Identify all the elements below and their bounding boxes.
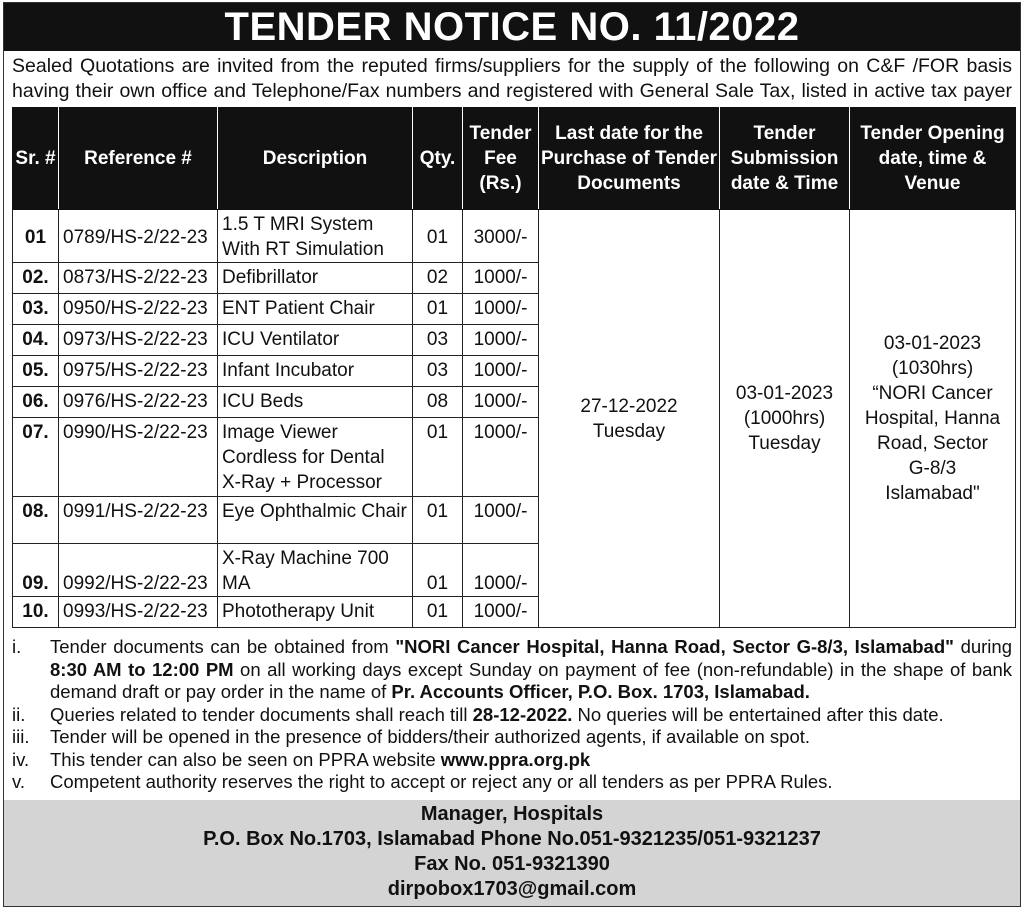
row-fee: 1000/- — [463, 263, 539, 294]
note-text — [50, 726, 1012, 749]
row-description: Phototherapy Unit — [218, 597, 413, 628]
row-sr: 02. — [13, 263, 59, 294]
row-description: Defibrillator — [218, 263, 413, 294]
note-text — [50, 704, 1012, 727]
note-part: Tender will be opened in the presence of bidders/their authorized agents, if available on spot. — [50, 726, 811, 747]
row-qty: 01 — [413, 210, 463, 263]
row-fee: 1000/- — [463, 294, 539, 325]
row-description: ICU Beds — [218, 387, 413, 418]
row-description: X-Ray Machine 700 MA — [218, 544, 413, 597]
row-reference: 0789/HS-2/22-23 — [59, 210, 218, 263]
row-qty: 01 — [413, 497, 463, 544]
notice-title: TENDER NOTICE NO. 11/2022 — [4, 3, 1020, 51]
row-reference: 0976/HS-2/22-23 — [59, 387, 218, 418]
row-qty: 01 — [413, 294, 463, 325]
header-qty: Qty. — [413, 108, 463, 210]
intro-text: Sealed Quotations are invited from the reputed firms/suppliers for the supply of the following on C&F /FOR basis having their own office and Telephone/Fax numbers and registered with General Sale Tax, listed in active tax payer list:- — [12, 55, 1012, 127]
row-description: Image Viewer Cordless for Dental X-Ray + Processor — [218, 418, 413, 497]
row-qty: 03 — [413, 356, 463, 387]
row-reference: 0975/HS-2/22-23 — [59, 356, 218, 387]
row-sr: 01 — [13, 210, 59, 263]
note-part: No queries will be entertained after this date. — [572, 703, 944, 725]
row-sr: 09. — [13, 544, 59, 597]
header-description: Description — [218, 108, 413, 210]
header-opening: Tender Opening date, time & Venue — [850, 108, 1016, 210]
row-sr: 05. — [13, 356, 59, 387]
header-sr: Sr. # — [13, 108, 59, 210]
footer-fax: Fax No. 051-9321390 — [414, 853, 610, 875]
row-reference: 0950/HS-2/22-23 — [59, 294, 218, 325]
tender-table — [12, 107, 1016, 628]
opening-date: 03-01-2023 — [883, 333, 982, 354]
last-date-date: 27-12-2022 — [580, 395, 678, 417]
row-fee: 1000/- — [463, 387, 539, 418]
last-date-day: Tuesday — [592, 420, 666, 442]
opening-venue: “NORI Cancer — [872, 383, 993, 404]
row-description: ICU Ventilator — [218, 325, 413, 356]
submission-time: (1000hrs) — [743, 408, 826, 429]
row-description: 1.5 T MRI System With RT Simulation — [218, 210, 413, 263]
tender-notice — [3, 2, 1021, 907]
submission-cell — [720, 210, 850, 628]
note-marker: iv. — [12, 748, 30, 770]
row-sr: 10. — [13, 597, 59, 628]
note-part: Tender documents can be obtained from — [50, 636, 396, 657]
row-fee: 1000/- — [463, 597, 539, 628]
list-item — [12, 749, 1012, 772]
note-part: Competent authority reserves the right to accept or reject any or all tenders as per PPRA Rules. — [50, 771, 833, 792]
ppra-link: www.ppra.org.pk — [440, 748, 591, 770]
note-part: Queries related to tender documents shall reach till — [50, 703, 473, 725]
terms-list — [4, 636, 1020, 794]
row-fee: 1000/- — [463, 356, 539, 387]
row-sr: 07. — [13, 418, 59, 497]
note-marker: i. — [12, 636, 22, 657]
submission-date: 03-01-2023 — [735, 383, 834, 404]
row-reference: 0991/HS-2/22-23 — [59, 497, 218, 544]
row-sr: 08. — [13, 497, 59, 544]
note-part-bold: 28-12-2022. — [472, 703, 573, 725]
list-item — [12, 726, 1012, 749]
row-qty: 03 — [413, 325, 463, 356]
row-qty: 02 — [413, 263, 463, 294]
opening-venue: Islamabad" — [885, 483, 980, 504]
note-part: This tender can also be seen on PPRA website — [50, 748, 441, 770]
table-header-row — [13, 108, 1016, 210]
contact-footer — [4, 800, 1020, 906]
note-marker: v. — [12, 771, 26, 792]
note-text — [50, 771, 1012, 794]
note-part-bold: Pr. Accounts Officer, P.O. Box. 1703, Islamabad. — [391, 681, 810, 702]
row-qty: 01 — [413, 597, 463, 628]
note-text — [50, 636, 1012, 704]
opening-time: (1030hrs) — [891, 358, 974, 379]
row-fee: 3000/- — [463, 210, 539, 263]
row-reference: 0993/HS-2/22-23 — [59, 597, 218, 628]
row-description: Eye Ophthalmic Chair — [218, 497, 413, 544]
footer-email: dirpobox1703@gmail.com — [387, 878, 637, 900]
opening-cell — [850, 210, 1016, 628]
last-date-cell — [539, 210, 720, 628]
row-sr: 06. — [13, 387, 59, 418]
header-submission: Tender Submission date & Time — [720, 108, 850, 210]
row-sr: 04. — [13, 325, 59, 356]
row-qty: 01 — [413, 544, 463, 597]
note-marker: ii. — [12, 703, 26, 725]
row-fee: 1000/- — [463, 497, 539, 544]
row-qty: 01 — [413, 418, 463, 497]
list-item — [12, 636, 1012, 704]
row-fee: 1000/- — [463, 325, 539, 356]
row-description: Infant Incubator — [218, 356, 413, 387]
row-fee: 1000/- — [463, 418, 539, 497]
note-part: during — [953, 636, 1012, 657]
opening-venue: Hospital, Hanna — [864, 408, 1001, 429]
note-text — [50, 749, 1012, 772]
opening-venue: Road, Sector — [877, 433, 988, 454]
header-reference: Reference # — [59, 108, 218, 210]
row-qty: 08 — [413, 387, 463, 418]
list-item — [12, 704, 1012, 727]
note-part: on all working days except Sunday on payment of fee (non-refundable) in the shape of bank demand draft or pay order in the name of — [50, 658, 1012, 702]
row-fee: 1000/- — [463, 544, 539, 597]
footer-office: Manager, Hospitals — [420, 803, 604, 825]
row-reference: 0973/HS-2/22-23 — [59, 325, 218, 356]
note-part-bold: 8:30 AM to 12:00 PM — [50, 658, 234, 680]
row-description: ENT Patient Chair — [218, 294, 413, 325]
note-part-bold: "NORI Cancer Hospital, Hanna Road, Sector G-8/3, Islamabad" — [395, 636, 954, 657]
row-reference: 0873/HS-2/22-23 — [59, 263, 218, 294]
header-fee: Tender Fee (Rs.) — [463, 108, 539, 210]
list-item — [12, 771, 1012, 794]
row-reference: 0990/HS-2/22-23 — [59, 418, 218, 497]
submission-day: Tuesday — [748, 433, 821, 454]
table-row — [13, 210, 1016, 263]
note-marker: iii. — [12, 726, 30, 747]
row-reference: 0992/HS-2/22-23 — [59, 544, 218, 597]
row-sr: 03. — [13, 294, 59, 325]
opening-venue: G-8/3 — [908, 458, 957, 479]
footer-address-phone: P.O. Box No.1703, Islamabad Phone No.051-9321235/051-9321237 — [203, 828, 821, 850]
header-last-date: Last date for the Purchase of Tender Documents — [539, 108, 720, 210]
